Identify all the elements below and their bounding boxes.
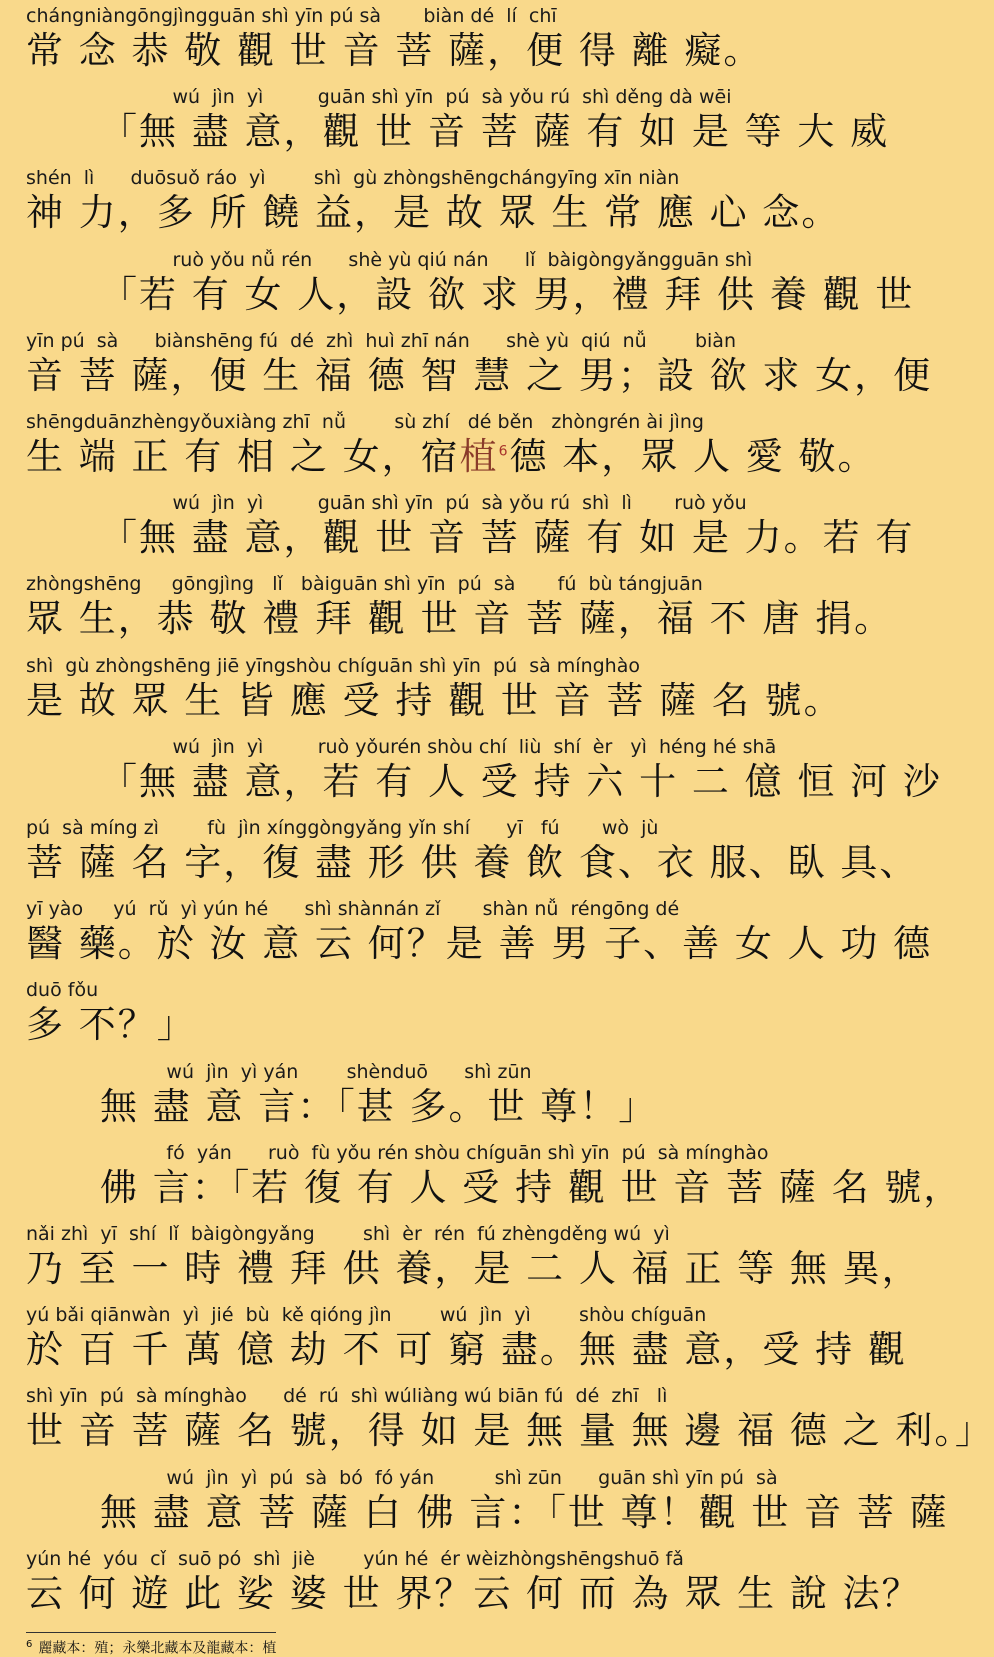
hanzi-line [26,190,840,236]
hanzi-text: 神 力，多 所 饒 益，是 故 眾 生 常 應 心 念。 [26,191,841,235]
hanzi-text: 無 盡 意 言：「甚 多。世 尊！」 [100,1084,658,1128]
hanzi-line [26,596,893,642]
hanzi-text: 「無 盡 意，觀 世 音 菩 薩 有 如 是 等 大 威 [100,110,890,154]
hanzi-line [26,1408,994,1454]
pinyin-line: wú jìn yì ruò yǒurén shòu chí liù shí èr yì héng hé shā [100,735,777,758]
hanzi-text: 「若 有 女 人，設 欲 求 男，禮 拜 供 養 觀 世 [100,272,915,316]
hanzi-line [26,1002,196,1048]
hanzi-line [26,28,762,74]
pinyin-line: shēngduānzhèngyǒuxiàng zhī nǚ sù zhí dé běn zhòngrén ài jìng [26,411,704,433]
pinyin-line: fó yán ruò fù yǒu rén shòu chíguān shì yīn pú sà mínghào [100,1141,769,1164]
hanzi-text: 醫 藥。於 汝 意 云 何？是 善 男 子、善 女 人 功 德 [26,922,933,966]
footnote-text: 麗藏本：殖；永樂北藏本及龍藏本：植 [38,1640,277,1657]
hanzi-text: 菩 薩 名 字，復 盡 形 供 養 飲 食、衣 服、臥 具、 [26,841,919,884]
pinyin-line: chángniàngōngjìngguān shì yīn pú sà biàn dé lí chī [26,5,557,27]
pinyin-line: wú jìn yì yán shènduō shì zūn [100,1060,532,1083]
pinyin-line: wú jìn yì guān shì yīn pú sà yǒu rú shì děng dà wēi [100,86,732,109]
pinyin-line: wú jìn yì pú sà bó fó yán shì zūn guān shì yīn pú sà [100,1466,778,1489]
pinyin-line: yún hé yóu cǐ suō pó shì jiè yún hé ér wèizhòngshēngshuō fǎ [26,1547,684,1570]
hanzi-line [26,921,932,967]
annotated-character: 植 [459,435,499,478]
footnote-divider [26,1632,276,1633]
pinyin-line: shì yīn pú sà mínghào dé rú shì wúliàng wú biān fú dé zhī lì [26,1385,668,1408]
hanzi-text: 世 音 菩 薩 名 號，得 如 是 無 量 無 邊 福 德 之 利。」 [26,1409,994,1453]
hanzi-text: 於 百 千 萬 億 劫 不 可 窮 盡。無 盡 意，受 持 觀 [26,1328,907,1372]
hanzi-line [26,1327,907,1373]
footnote [26,1637,276,1657]
hanzi-text: 常 念 恭 敬 觀 世 音 菩 薩，便 得 離 癡。 [26,29,763,72]
pinyin-line: shén lì duōsuǒ ráo yì shì gù zhòngshēngchángyīng xīn niàn [26,167,680,190]
pinyin-line: wú jìn yì guān shì yīn pú sà yǒu rú shì lì ruò yǒu [100,492,747,515]
hanzi-text: 多 不？」 [26,1003,196,1047]
hanzi-text: 眾 生，恭 敬 禮 拜 觀 世 音 菩 薩，福 不 唐 捐。 [26,597,894,641]
hanzi-text: 云 何 遊 此 娑 婆 世 界？云 何 而 為 眾 生 說 法？ [26,1571,921,1615]
pinyin-line: duō fǒu [26,979,99,1002]
hanzi-line [26,840,918,886]
pinyin-line: nǎi zhì yī shí lǐ bàigòngyǎng shì èr rén fú zhèngděng wú yì [26,1223,670,1245]
hanzi-text: 佛 言：「若 復 有 人 受 持 觀 世 音 菩 薩 名 號， [100,1165,963,1209]
hanzi-text: 無 盡 意 菩 薩 白 佛 言：「世 尊！觀 世 音 菩 薩 [100,1490,949,1534]
pinyin-line: pú sà míng zì fù jìn xínggòngyǎng yǐn shí yī fú wò jù [26,817,659,839]
pinyin-line: yú bǎi qiānwàn yì jié bù kě qióng jìn wú jìn yì shòu chíguān [26,1304,707,1327]
pinyin-line: yī yào yú rǔ yì yún hé shì shànnán zǐ shàn nǚ réngōng dé [26,898,680,921]
pinyin-line: ruò yǒu nǚ rén shè yù qiú nán lǐ bàigòngyǎngguān shì [100,248,753,271]
hanzi-text: 乃 至 一 時 禮 拜 供 養，是 二 人 福 正 等 無 異， [26,1247,921,1290]
hanzi-text: 音 菩 薩，便 生 福 德 智 慧 之 男；設 欲 求 女，便 [26,353,933,397]
hanzi-line [26,678,843,724]
hanzi-text: 生 端 正 有 相 之 女，宿 [26,435,460,478]
hanzi-line [100,759,942,805]
hanzi-line [100,515,914,561]
hanzi-line [100,1165,962,1211]
hanzi-text: 是 故 眾 生 皆 應 受 持 觀 世 音 菩 薩 名 號。 [26,678,843,722]
hanzi-line [100,109,889,155]
hanzi-line [26,434,877,480]
hanzi-line [100,1084,657,1130]
hanzi-line [100,1490,949,1536]
hanzi-text: 「無 盡 意，若 有 人 受 持 六 十 二 億 恒 河 沙 [100,759,942,803]
footnote-marker[interactable]: 6 [498,443,510,460]
pinyin-line: yīn pú sà biànshēng fú dé zhì huì zhī nán shè yù qiú nǚ biàn [26,329,736,352]
hanzi-line [26,1571,921,1617]
hanzi-line [26,353,932,399]
hanzi-text: 德 本，眾 人 愛 敬。 [509,435,877,478]
footnote-number: 6 [26,1639,33,1650]
hanzi-line [26,1246,921,1292]
hanzi-line [100,272,914,318]
pinyin-line: zhòngshēng gōngjìng lǐ bàiguān shì yīn pú sà fú bù tángjuān [26,573,703,596]
hanzi-text: 「無 盡 意，觀 世 音 菩 薩 有 如 是 力。若 有 [100,516,915,560]
pinyin-line: shì gù zhòngshēng jiē yīngshòu chíguān shì yīn pú sà mínghào [26,654,640,677]
